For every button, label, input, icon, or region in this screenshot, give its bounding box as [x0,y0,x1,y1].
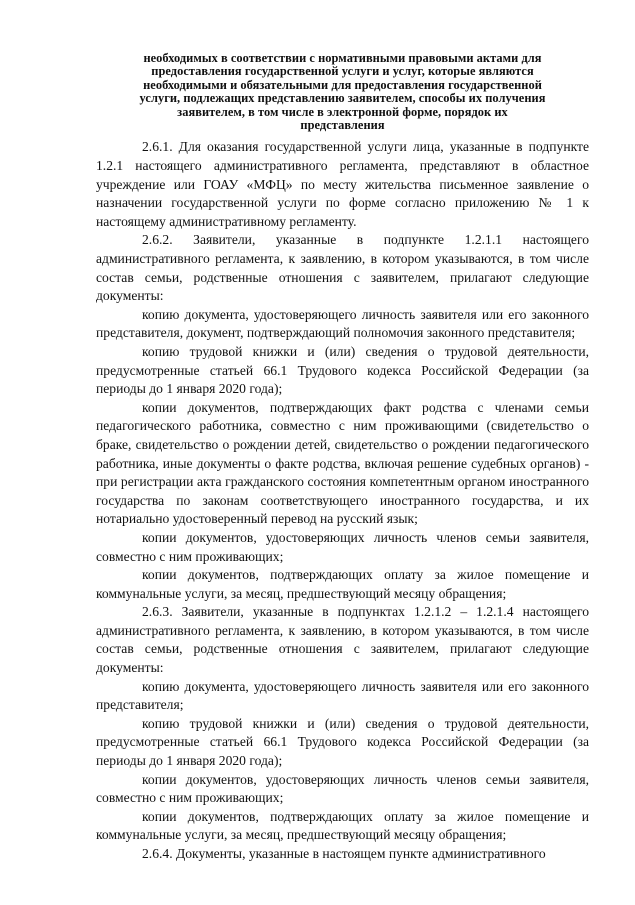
paragraph-2-6-3: 2.6.3. Заявители, указанные в подпунктах 1.2.1.2 – 1.2.1.4 настоящего административного регламента, к заявлению, в котором указываются, в том числе состав семьи, родственные отношения с заявителем, прилагают следующие документы: [96,604,589,676]
list-item: копию трудовой книжки и (или) сведения о трудовой деятельности, предусмотренные статьей 66.1 Трудового кодекса Российской Федерации (за периоды до 1 января 2020 года); [96,343,589,397]
list-item: копии документов, подтверждающих оплату за жилое помещение и коммунальные услуги, за месяц, предшествующий месяцу обращения; [96,808,589,843]
list-item: копию трудовой книжки и (или) сведения о трудовой деятельности, предусмотренные статьей 66.1 Трудового кодекса Российской Федерации (за периоды до 1 января 2020 года); [96,715,589,769]
section-heading [96,52,589,132]
paragraph-2-6-4: 2.6.4. Документы, указанные в настоящем пункте административного [142,846,546,861]
list-item: копии документов, удостоверяющих личность членов семьи заявителя, совместно с ним проживающих; [96,771,589,806]
heading-line: необходимыми и обязательными для предоставления государственной [143,77,542,92]
list-item: копию документа, удостоверяющего личность заявителя или его законного представителя, документ, подтверждающий полномочия законного представителя; [96,306,589,341]
list-item: копию документа, удостоверяющего личность заявителя или его законного представителя; [96,678,589,713]
list-item: копии документов, подтверждающих оплату за жилое помещение и коммунальные услуги, за месяц, предшествующий месяцу обращения; [96,567,589,601]
heading-line: заявителем, в том числе в электронной форме, порядок их [177,104,508,119]
heading-line: услуги, подлежащих представлению заявителем, способы их получения [139,91,546,106]
heading-line: представления [300,118,385,133]
document-page [96,52,589,864]
list-item: копии документов, подтверждающих факт родства с членами семьи педагогического работника, совместно с ним проживающими (свидетельство о браке, свидетельство о рождении детей, свидетельство о рождении педагогического работника, иные документы о факте родства, включая решение судебных органов) - при регистрации акта гражданского состояния компетентным органом иностранного государства по законам соответствующего иностранного государства, и их нотариально удостоверенный перевод на русский язык; [96,399,589,527]
document-body [96,138,589,863]
list-item: копии документов, удостоверяющих личность членов семьи заявителя, совместно с ним проживающих; [96,529,589,564]
heading-line: предоставления государственной услуги и услуг, которые являются [151,64,534,79]
paragraph-2-6-1: 2.6.1. Для оказания государственной услуги лица, указанные в подпункте 1.2.1 настоящего административного регламента, представляют в областное учреждение или ГОАУ «МФЦ» по месту жительства письменное заявление о назначении государственной услуги по форме согласно приложению № 1 к настоящему административному регламенту. [96,139,589,229]
paragraph-2-6-2: 2.6.2. Заявители, указанные в подпункте 1.2.1.1 настоящего административного регламента, к заявлению, в котором указываются, в том числе состав семьи, родственные отношения с заявителем, прилагают следующие документы: [96,232,589,304]
heading-line: необходимых в соответствии с нормативными правовыми актами для [143,51,542,65]
